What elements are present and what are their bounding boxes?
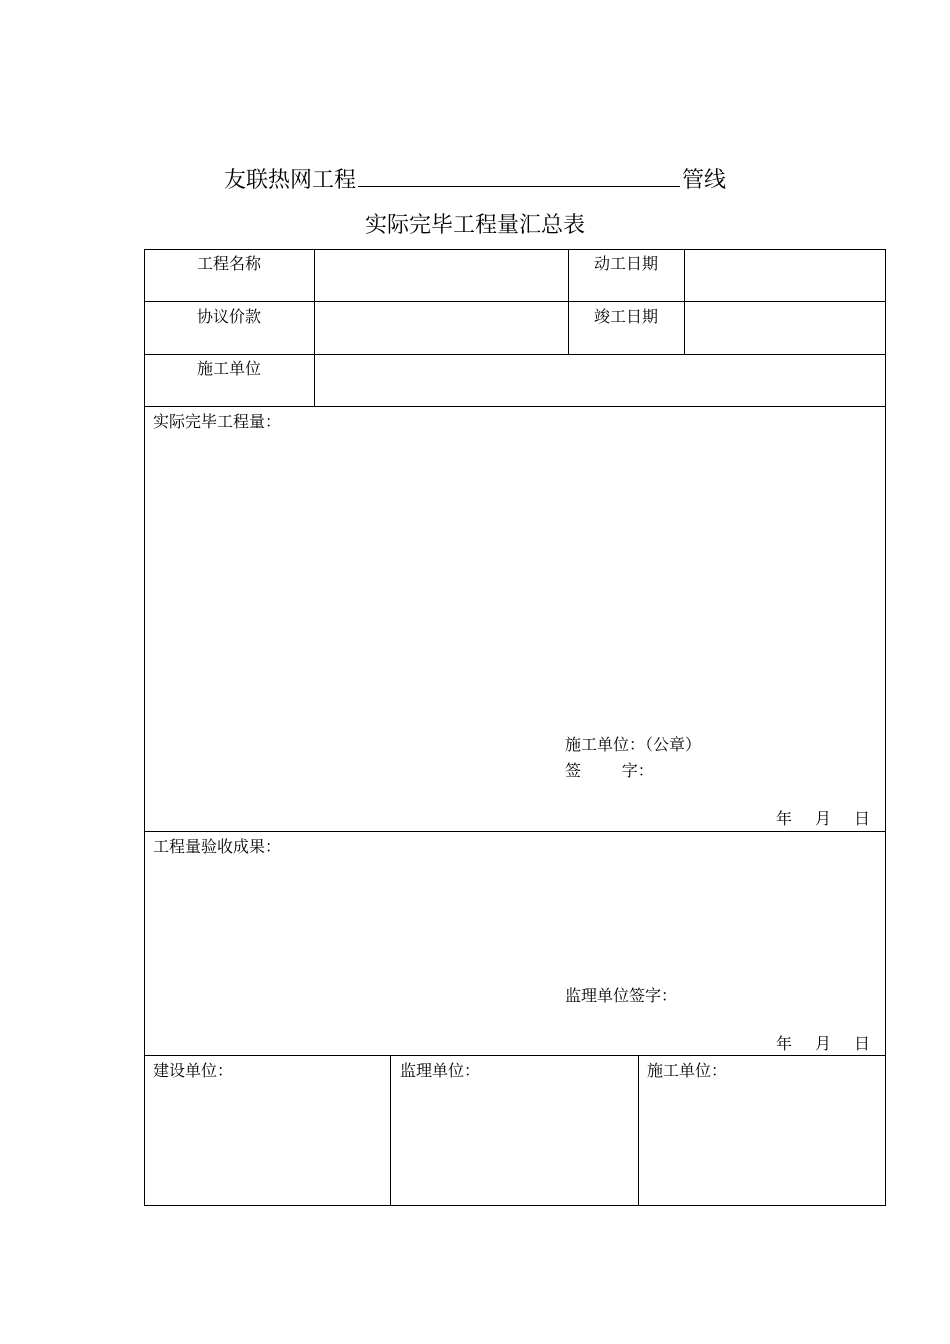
- title-suffix: 管线: [682, 168, 727, 193]
- agreement-price-field[interactable]: [316, 303, 567, 353]
- date-month: 月: [815, 1034, 832, 1053]
- acceptance-label: 工程量验收成果：: [153, 837, 282, 856]
- completion-date-field[interactable]: [686, 303, 884, 353]
- table-border-left: [144, 249, 145, 1206]
- table-border-bottom: [144, 1205, 886, 1206]
- footer-contractor-label: 施工单位：: [647, 1061, 728, 1080]
- row-divider-1: [144, 301, 886, 302]
- row-divider-3: [144, 406, 886, 407]
- col-divider-label: [314, 249, 315, 407]
- date-year: 年: [776, 1034, 793, 1053]
- date-day: 日: [854, 809, 871, 828]
- completion-date-label: 竣工日期: [593, 307, 658, 326]
- row-divider-5: [144, 1055, 886, 1056]
- page-subtitle: 实际完毕工程量汇总表: [364, 213, 585, 238]
- start-date-label: 动工日期: [593, 254, 658, 273]
- contractor-seal-label: 施工单位：（公章）: [565, 735, 702, 754]
- actual-quantity-label: 实际完毕工程量：: [153, 412, 282, 431]
- owner-label: 建设单位：: [153, 1061, 234, 1080]
- contractor-field[interactable]: [316, 356, 884, 405]
- row-divider-4: [144, 831, 886, 832]
- title-prefix: 友联热网工程: [223, 168, 356, 193]
- supervisor-sign-label: 监理单位签字：: [565, 986, 678, 1005]
- title-blank-line[interactable]: [358, 160, 680, 187]
- contractor-label: 施工单位: [196, 359, 261, 378]
- start-date-field[interactable]: [686, 251, 884, 300]
- table-border-top: [144, 249, 886, 250]
- signature-label: 签 字：: [565, 761, 654, 780]
- row-divider-2: [144, 354, 886, 355]
- date-day: 日: [854, 1034, 871, 1053]
- page-title: [0, 160, 950, 197]
- footer-divider-1: [390, 1055, 391, 1206]
- project-name-field[interactable]: [316, 251, 567, 300]
- footer-divider-2: [638, 1055, 639, 1206]
- date-month: 月: [815, 809, 832, 828]
- col-divider-date: [684, 249, 685, 355]
- project-name-label: 工程名称: [196, 254, 261, 273]
- agreement-price-label: 协议价款: [196, 307, 261, 326]
- date-year: 年: [776, 809, 793, 828]
- table-border-right: [885, 249, 886, 1206]
- supervisor-label: 监理单位：: [400, 1061, 481, 1080]
